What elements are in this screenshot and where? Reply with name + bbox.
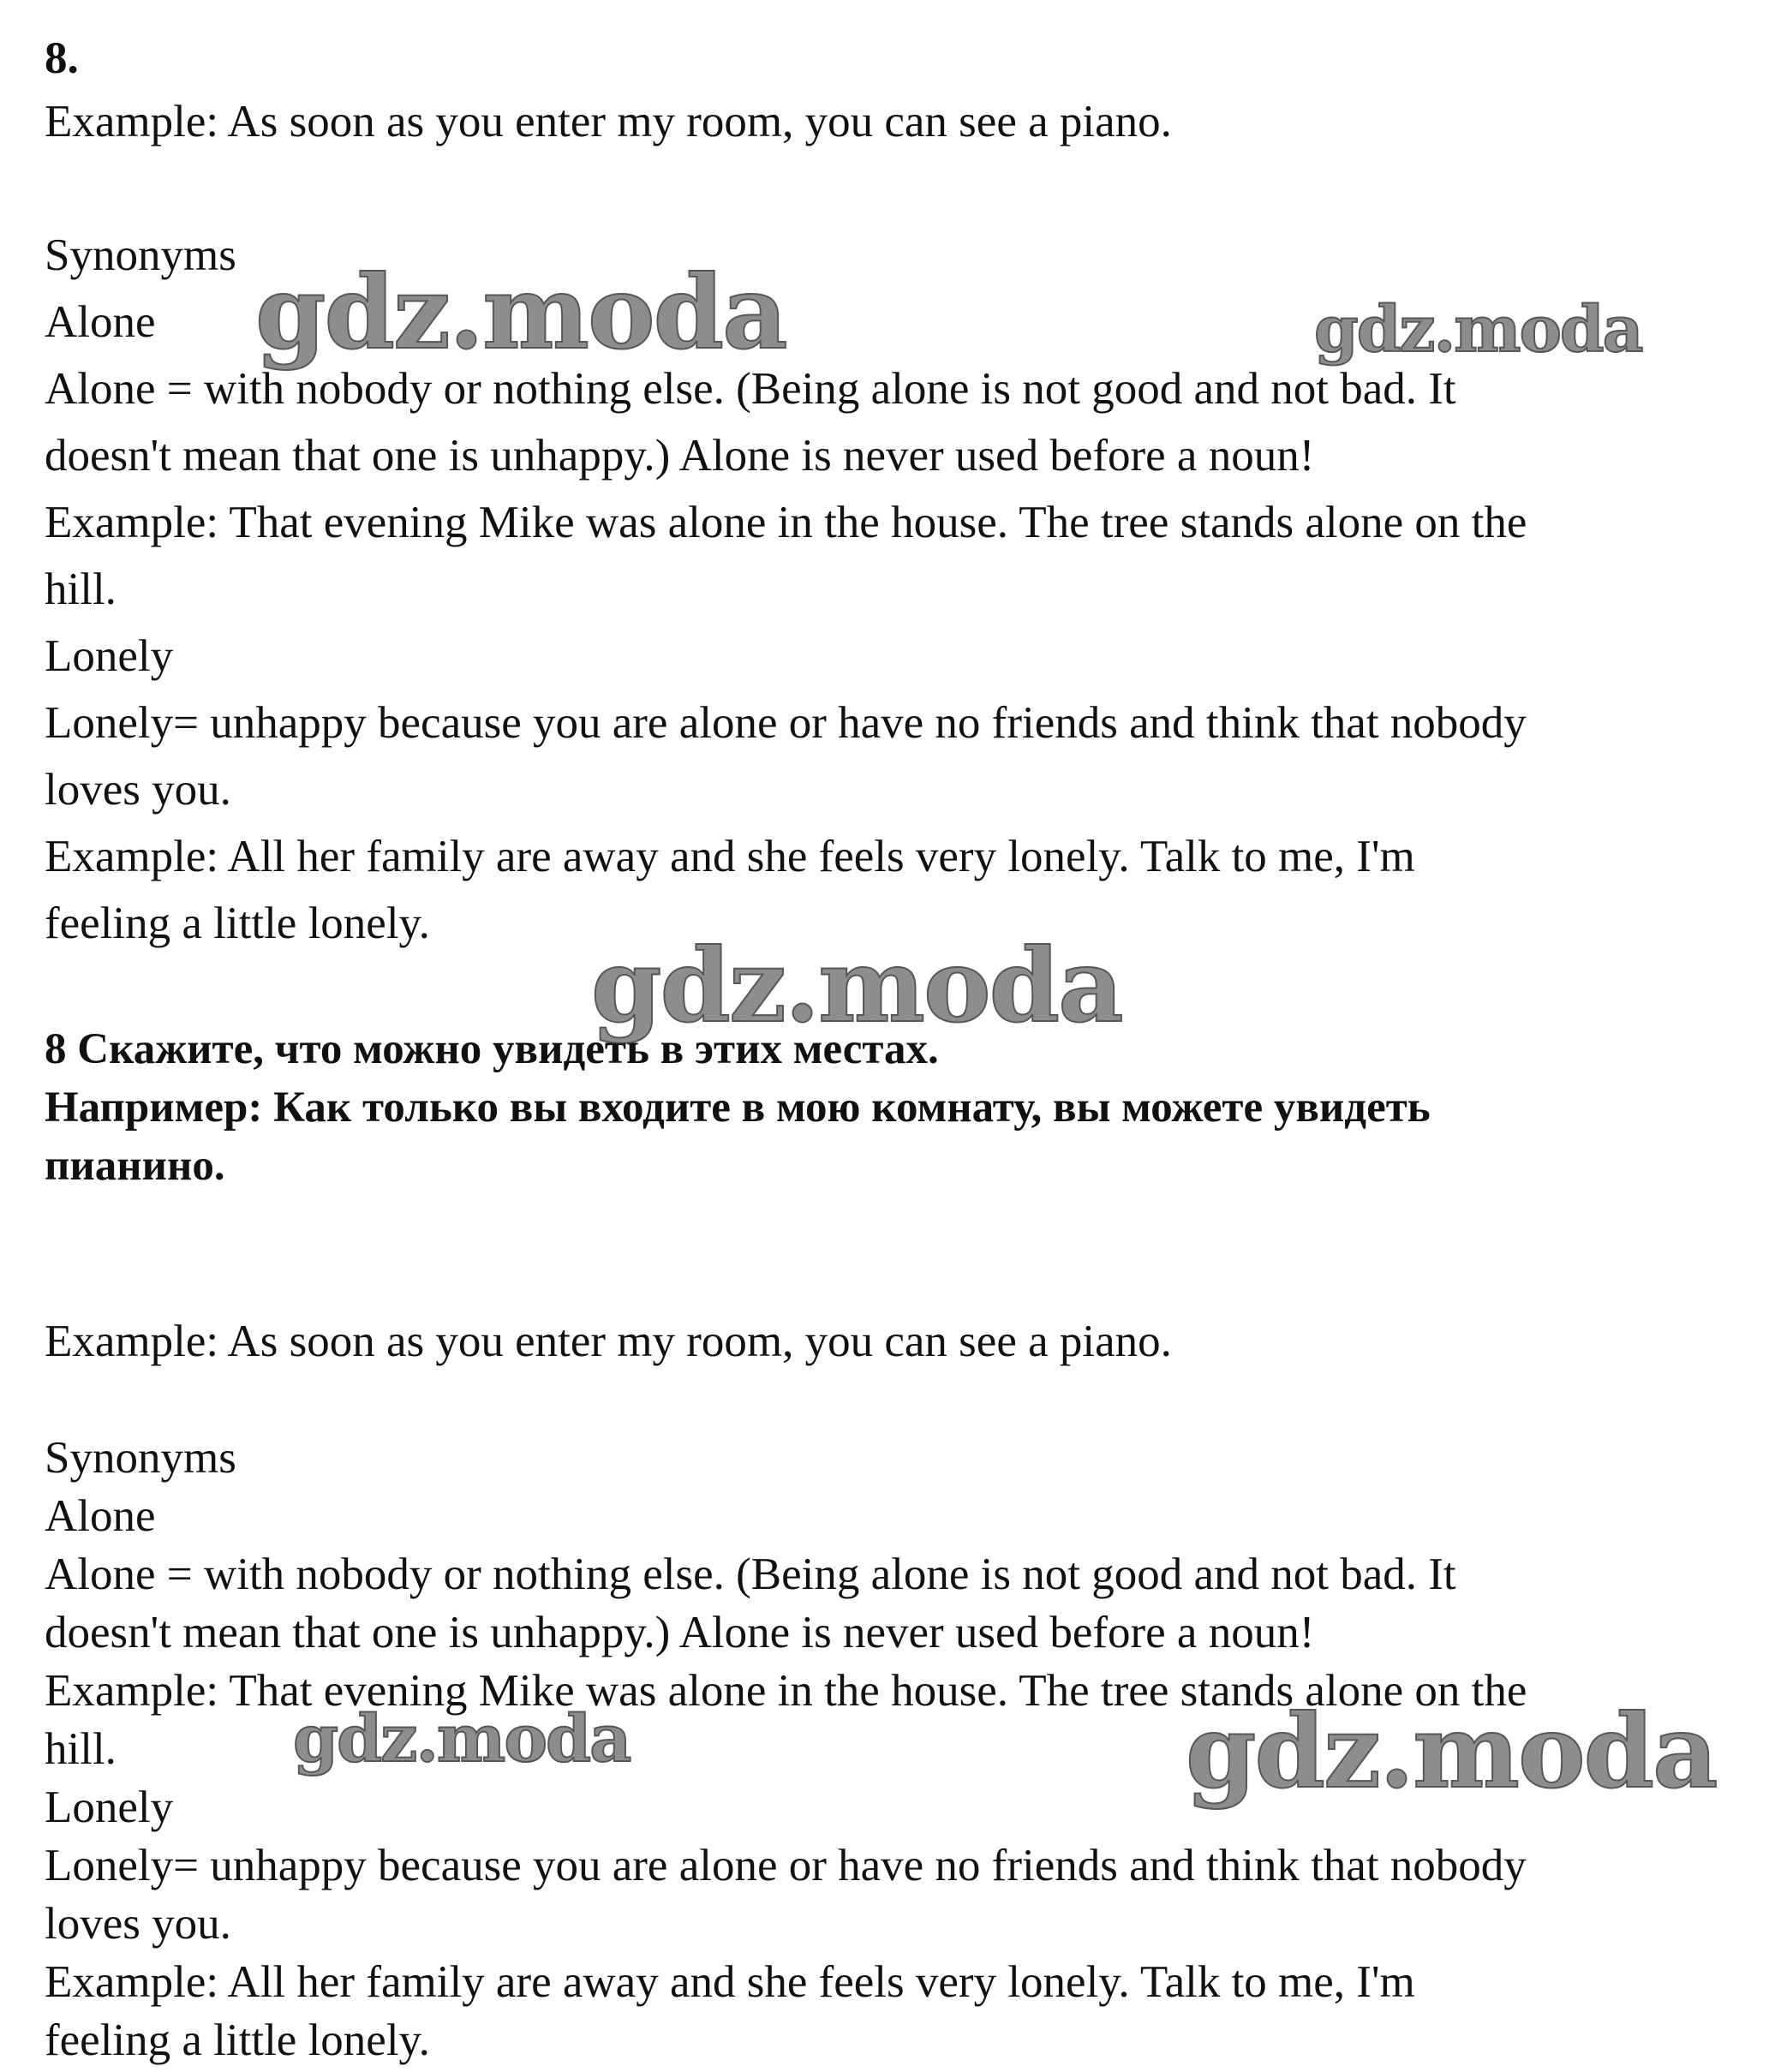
watermark-logo: gdz.moda [1186, 1692, 1717, 1811]
lonely-definition-2-line-2: loves you. [45, 1899, 231, 1949]
alone-title: Alone [45, 297, 156, 347]
lonely-definition-line-2: loves you. [45, 765, 231, 815]
watermark-logo: gdz.moda [1314, 293, 1642, 367]
lonely-definition-2-line-1: Lonely= unhappy because you are alone or have no friends and think that nobody [45, 1841, 1527, 1890]
example-intro-2: Example: As soon as you enter my room, you can see a piano. [45, 1317, 1172, 1366]
example-intro: Example: As soon as you enter my room, you can see a piano. [45, 97, 1172, 146]
alone-definition-line-2: doesn't mean that one is unhappy.) Alone is never used before a noun! [45, 431, 1315, 481]
task-ru-line-3: пианино. [45, 1142, 225, 1190]
alone-definition-2-line-2: doesn't mean that one is unhappy.) Alone is never used before a noun! [45, 1608, 1315, 1657]
lonely-definition-line-1: Lonely= unhappy because you are alone or have no friends and think that nobody [45, 698, 1527, 748]
lonely-example-2-line-2: feeling a little lonely. [45, 2015, 430, 2065]
alone-title-2: Alone [45, 1491, 156, 1541]
synonyms-heading-2: Synonyms [45, 1433, 236, 1483]
alone-definition-line-1: Alone = with nobody or nothing else. (Being alone is not good and not bad. It [45, 364, 1456, 414]
lonely-title: Lonely [45, 631, 174, 681]
alone-example-2-line-1: Example: That evening Mike was alone in the house. The tree stands alone on the [45, 1666, 1527, 1716]
watermark-logo: gdz.moda [255, 253, 786, 372]
lonely-example-line-1: Example: All her family are away and she feels very lonely. Talk to me, I'm [45, 832, 1415, 881]
exercise-number: 8. [45, 33, 79, 83]
watermark-logo: gdz.moda [591, 926, 1122, 1045]
alone-definition-2-line-1: Alone = with nobody or nothing else. (Being alone is not good and not bad. It [45, 1550, 1456, 1599]
lonely-example-line-2: feeling a little lonely. [45, 899, 430, 948]
lonely-title-2: Lonely [45, 1782, 174, 1832]
alone-example-line-2: hill. [45, 564, 117, 614]
watermark-logo: gdz.moda [293, 1700, 631, 1776]
lonely-example-2-line-1: Example: All her family are away and she feels very lonely. Talk to me, I'm [45, 1957, 1415, 2007]
task-ru-line-1: 8 Скажите, что можно увидеть в этих местах. [45, 1025, 939, 1073]
alone-example-line-1: Example: That evening Mike was alone in the house. The tree stands alone on the [45, 498, 1527, 547]
alone-example-2-line-2: hill. [45, 1724, 117, 1774]
synonyms-heading: Synonyms [45, 230, 236, 280]
task-ru-line-2: Например: Как только вы входите в мою комнату, вы можете увидеть [45, 1084, 1431, 1132]
